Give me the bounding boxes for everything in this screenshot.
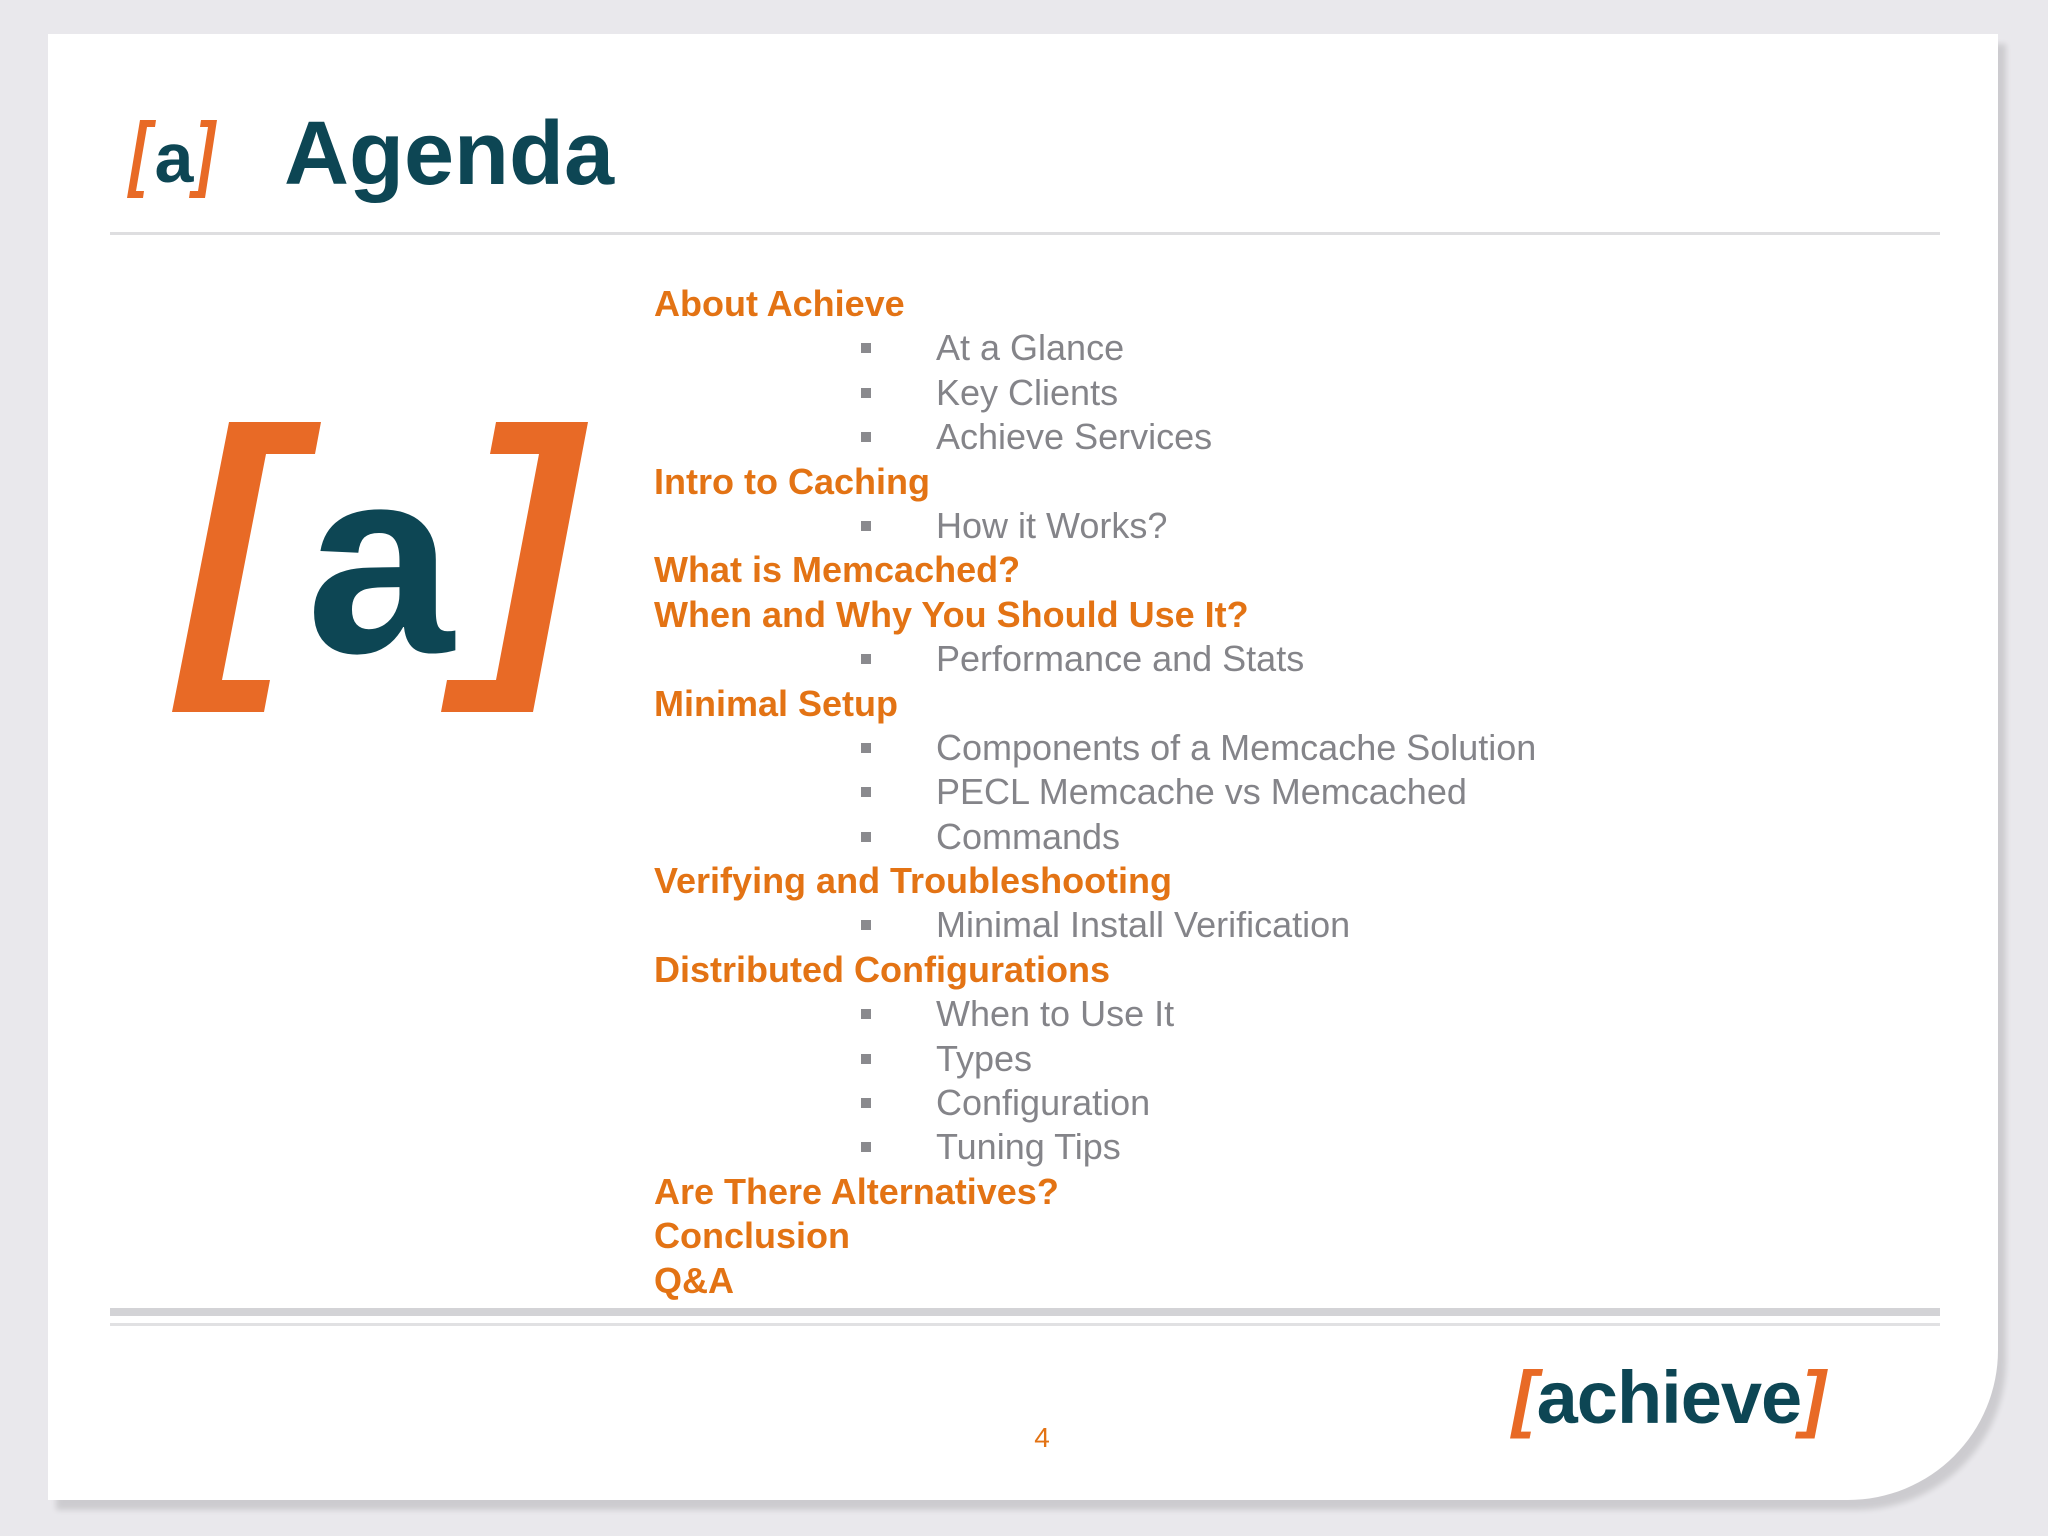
square-bullet-icon	[861, 743, 871, 753]
agenda-subitem-label: Types	[936, 1037, 1033, 1079]
agenda-subitem-label: How it Works?	[936, 504, 1168, 546]
agenda-subitem	[654, 326, 1854, 370]
page-title: Agenda	[284, 104, 615, 204]
agenda-section-heading: What is Memcached?	[654, 549, 1021, 591]
agenda-subitem-label: At a Glance	[936, 327, 1125, 369]
wordmark-open-bracket: [	[1512, 1356, 1537, 1439]
square-bullet-icon	[861, 343, 871, 353]
agenda-section-heading: Intro to Caching	[654, 460, 930, 502]
agenda-subitem	[654, 637, 1854, 681]
achieve-wordmark	[1512, 1348, 1892, 1448]
agenda-section-heading: Are There Alternatives?	[654, 1170, 1059, 1212]
agenda-subitem	[654, 1037, 1854, 1081]
square-bullet-icon	[861, 920, 871, 930]
svg-text:a: a	[306, 413, 454, 709]
square-bullet-icon	[861, 388, 871, 398]
square-bullet-icon	[861, 832, 871, 842]
wordmark-text: achieve	[1536, 1356, 1802, 1439]
square-bullet-icon	[861, 521, 871, 531]
agenda-subitem	[654, 1125, 1854, 1169]
agenda-subitem-label: Components of a Memcache Solution	[936, 726, 1537, 768]
agenda-list	[654, 282, 1854, 1303]
agenda-subitem-label: When to Use It	[936, 993, 1175, 1035]
agenda-subitem-label: Commands	[936, 815, 1121, 857]
agenda-section-heading: About Achieve	[654, 283, 905, 324]
svg-text:a: a	[154, 119, 194, 197]
agenda-section-heading: Minimal Setup	[654, 682, 899, 724]
page-number: 4	[1034, 1422, 1050, 1453]
agenda-section-heading: When and Why You Should Use It?	[654, 593, 1249, 635]
square-bullet-icon	[861, 1142, 871, 1152]
achieve-logo-small	[110, 94, 240, 224]
agenda-subitem	[654, 903, 1854, 947]
wordmark-close-bracket: ]	[1801, 1356, 1826, 1439]
agenda-subitem	[654, 770, 1854, 814]
agenda-subitem-label: Achieve Services	[936, 416, 1213, 458]
square-bullet-icon	[861, 1054, 871, 1064]
agenda-subitem-label: Tuning Tips	[936, 1126, 1121, 1168]
agenda-section-heading: Distributed Configurations	[654, 948, 1110, 990]
agenda-subitem-label: Key Clients	[936, 371, 1119, 413]
agenda-section-heading: Q&A	[654, 1259, 734, 1301]
square-bullet-icon	[861, 1098, 871, 1108]
square-bullet-icon	[861, 787, 871, 797]
agenda-subitem	[654, 371, 1854, 415]
agenda-subitem	[654, 992, 1854, 1036]
agenda-subitem	[654, 415, 1854, 459]
bottom-divider-thin	[110, 1323, 1940, 1326]
agenda-subitem	[654, 726, 1854, 770]
agenda-subitem	[654, 815, 1854, 859]
square-bullet-icon	[861, 432, 871, 442]
square-bullet-icon	[861, 1009, 871, 1019]
slide	[48, 34, 1998, 1500]
agenda-section-heading: Verifying and Troubleshooting	[654, 860, 1173, 902]
agenda-subitem-label: Configuration	[936, 1082, 1151, 1124]
agenda-subitem-label: Performance and Stats	[936, 638, 1305, 680]
square-bullet-icon	[861, 654, 871, 664]
agenda-subitem	[654, 1081, 1854, 1125]
agenda-subitem-label: Minimal Install Verification	[936, 904, 1351, 946]
achieve-logo-large	[126, 390, 626, 740]
bottom-divider	[110, 1308, 1940, 1316]
top-divider	[110, 232, 1940, 235]
agenda-section-heading: Conclusion	[654, 1215, 850, 1257]
agenda-subitem	[654, 504, 1854, 548]
agenda-subitem-label: PECL Memcache vs Memcached	[936, 771, 1467, 813]
